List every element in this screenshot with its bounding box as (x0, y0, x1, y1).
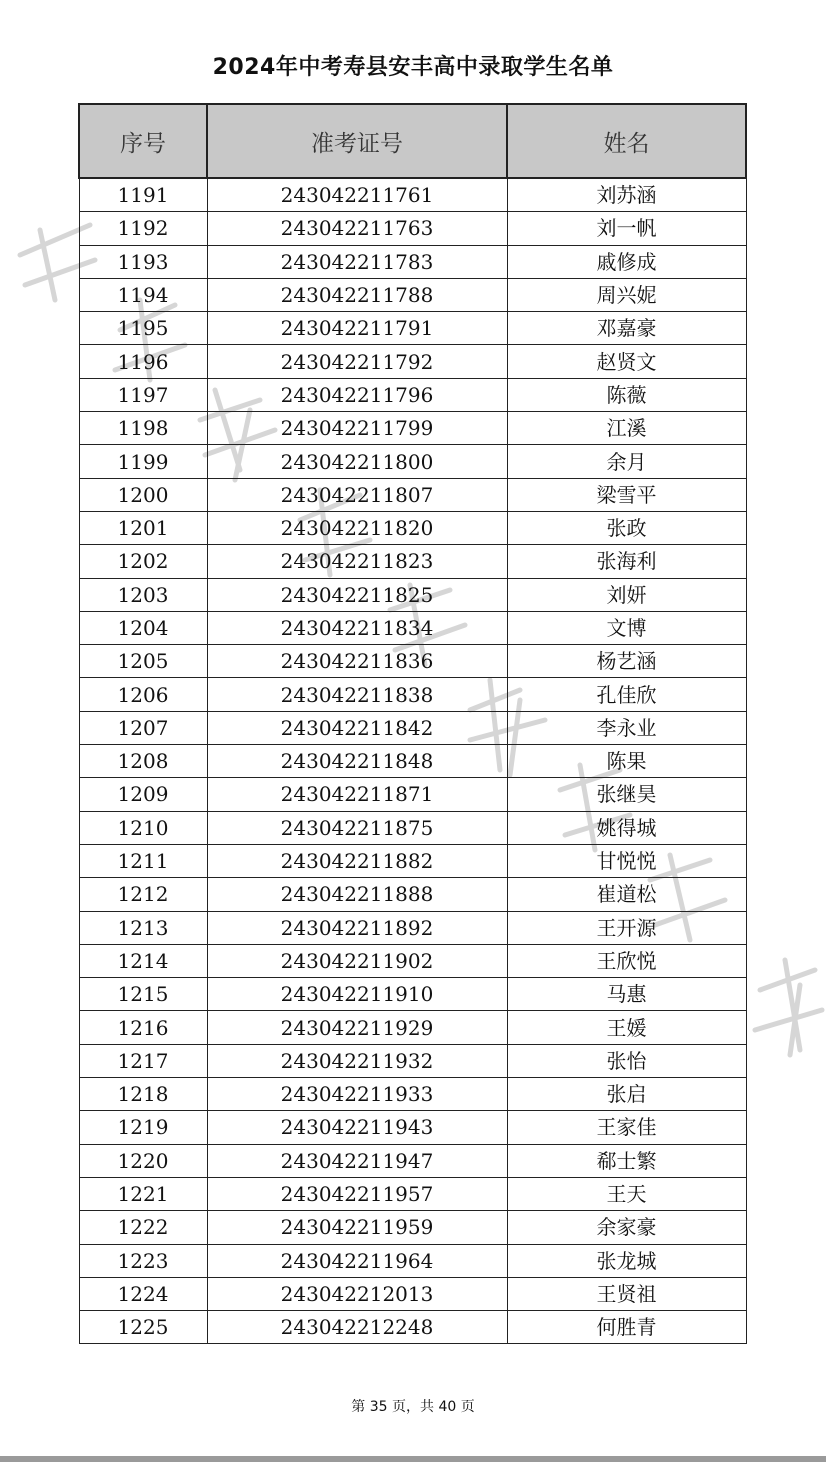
cell-exam-id: 243042211799 (207, 412, 507, 445)
table-row (79, 878, 746, 911)
cell-exam-id: 243042211888 (207, 878, 507, 911)
table-row (79, 944, 746, 977)
cell-serial: 1219 (79, 1111, 207, 1144)
cell-name: 何胜青 (507, 1311, 746, 1344)
table-row (79, 611, 746, 644)
cell-exam-id: 243042211825 (207, 578, 507, 611)
cell-name: 甘悦悦 (507, 844, 746, 877)
cell-name: 姚得城 (507, 811, 746, 844)
cell-serial: 1201 (79, 511, 207, 544)
cell-exam-id: 243042211800 (207, 445, 507, 478)
page-footer: 第 35 页，共 40 页 (351, 1399, 475, 1415)
cell-serial: 1214 (79, 944, 207, 977)
cell-exam-id: 243042211842 (207, 711, 507, 744)
cell-name: 余月 (507, 445, 746, 478)
cell-serial: 1222 (79, 1211, 207, 1244)
cell-serial: 1209 (79, 778, 207, 811)
table-row (79, 212, 746, 245)
table-row (79, 511, 746, 544)
cell-name: 王贤祖 (507, 1277, 746, 1310)
cell-serial: 1197 (79, 378, 207, 411)
table-row (79, 278, 746, 311)
cell-exam-id: 243042211932 (207, 1044, 507, 1077)
cell-exam-id: 243042211836 (207, 645, 507, 678)
cell-serial: 1194 (79, 278, 207, 311)
cell-name: 王欣悦 (507, 944, 746, 977)
cell-name: 刘苏涵 (507, 178, 746, 212)
cell-exam-id: 243042212013 (207, 1277, 507, 1310)
cell-exam-id: 243042211964 (207, 1244, 507, 1277)
cell-name: 张政 (507, 511, 746, 544)
table-row (79, 711, 746, 744)
table-row (79, 1078, 746, 1111)
cell-name: 王开源 (507, 911, 746, 944)
header-exam-id: 准考证号 (207, 104, 507, 178)
cell-serial: 1204 (79, 611, 207, 644)
table-row (79, 445, 746, 478)
cell-serial: 1191 (79, 178, 207, 212)
cell-exam-id: 243042211947 (207, 1144, 507, 1177)
page-title: 2024年中考寿县安丰高中录取学生名单 (212, 55, 614, 80)
cell-serial: 1210 (79, 811, 207, 844)
cell-name: 梁雪平 (507, 478, 746, 511)
cell-exam-id: 243042211882 (207, 844, 507, 877)
cell-name: 张怡 (507, 1044, 746, 1077)
cell-exam-id: 243042211848 (207, 745, 507, 778)
cell-serial: 1206 (79, 678, 207, 711)
table-row (79, 412, 746, 445)
table-row (79, 1111, 746, 1144)
cell-name: 王天 (507, 1177, 746, 1210)
table-row (79, 578, 746, 611)
cell-name: 张启 (507, 1078, 746, 1111)
cell-exam-id: 243042211957 (207, 1177, 507, 1210)
cell-name: 文博 (507, 611, 746, 644)
table-row (79, 245, 746, 278)
table-row (79, 312, 746, 345)
cell-serial: 1213 (79, 911, 207, 944)
cell-exam-id: 243042211929 (207, 1011, 507, 1044)
table-row (79, 1044, 746, 1077)
cell-exam-id: 243042211871 (207, 778, 507, 811)
table-row (79, 1144, 746, 1177)
cell-name: 余家豪 (507, 1211, 746, 1244)
cell-name: 郗士繁 (507, 1144, 746, 1177)
cell-exam-id: 243042211959 (207, 1211, 507, 1244)
table-row (79, 678, 746, 711)
cell-name: 戚修成 (507, 245, 746, 278)
cell-serial: 1199 (79, 445, 207, 478)
cell-serial: 1205 (79, 645, 207, 678)
cell-name: 王家佳 (507, 1111, 746, 1144)
cell-exam-id: 243042211910 (207, 978, 507, 1011)
table-row (79, 478, 746, 511)
cell-name: 陈果 (507, 745, 746, 778)
cell-serial: 1202 (79, 545, 207, 578)
cell-serial: 1198 (79, 412, 207, 445)
cell-serial: 1224 (79, 1277, 207, 1310)
cell-exam-id: 243042211838 (207, 678, 507, 711)
cell-name: 张继昊 (507, 778, 746, 811)
header-serial: 序号 (79, 104, 207, 178)
table-row (79, 911, 746, 944)
table-row (79, 345, 746, 378)
table-row (79, 645, 746, 678)
cell-exam-id: 243042211763 (207, 212, 507, 245)
table-row (79, 978, 746, 1011)
table-row (79, 378, 746, 411)
table-row (79, 1211, 746, 1244)
cell-exam-id: 243042211788 (207, 278, 507, 311)
cell-name: 江溪 (507, 412, 746, 445)
cell-serial: 1217 (79, 1044, 207, 1077)
cell-name: 赵贤文 (507, 345, 746, 378)
table-row (79, 1277, 746, 1310)
cell-exam-id: 243042211792 (207, 345, 507, 378)
cell-name: 陈薇 (507, 378, 746, 411)
table-row (79, 1177, 746, 1210)
table-row (79, 1011, 746, 1044)
cell-serial: 1216 (79, 1011, 207, 1044)
cell-serial: 1192 (79, 212, 207, 245)
cell-serial: 1220 (79, 1144, 207, 1177)
cell-serial: 1207 (79, 711, 207, 744)
cell-serial: 1196 (79, 345, 207, 378)
cell-exam-id: 243042211823 (207, 545, 507, 578)
cell-serial: 1193 (79, 245, 207, 278)
cell-name: 杨艺涵 (507, 645, 746, 678)
cell-exam-id: 243042211820 (207, 511, 507, 544)
cell-name: 马惠 (507, 978, 746, 1011)
table-row (79, 545, 746, 578)
cell-serial: 1223 (79, 1244, 207, 1277)
header-name: 姓名 (507, 104, 746, 178)
cell-serial: 1212 (79, 878, 207, 911)
cell-name: 王媛 (507, 1011, 746, 1044)
cell-exam-id: 243042211933 (207, 1078, 507, 1111)
table-row (79, 844, 746, 877)
table-row (79, 745, 746, 778)
table-row (79, 811, 746, 844)
cell-serial: 1195 (79, 312, 207, 345)
cell-name: 张海利 (507, 545, 746, 578)
cell-exam-id: 243042211902 (207, 944, 507, 977)
cell-exam-id: 243042211783 (207, 245, 507, 278)
cell-serial: 1221 (79, 1177, 207, 1210)
cell-serial: 1215 (79, 978, 207, 1011)
cell-name: 张龙城 (507, 1244, 746, 1277)
cell-exam-id: 243042211892 (207, 911, 507, 944)
table-row (79, 178, 746, 212)
cell-serial: 1218 (79, 1078, 207, 1111)
cell-exam-id: 243042211796 (207, 378, 507, 411)
cell-serial: 1200 (79, 478, 207, 511)
bottom-bar (0, 1456, 826, 1462)
cell-serial: 1225 (79, 1311, 207, 1344)
cell-serial: 1203 (79, 578, 207, 611)
cell-name: 李永业 (507, 711, 746, 744)
cell-exam-id: 243042211761 (207, 178, 507, 212)
cell-name: 崔道松 (507, 878, 746, 911)
cell-name: 刘妍 (507, 578, 746, 611)
cell-name: 邓嘉豪 (507, 312, 746, 345)
table-row (79, 1311, 746, 1344)
table-header-row (79, 104, 746, 178)
cell-name: 孔佳欣 (507, 678, 746, 711)
table-row (79, 1244, 746, 1277)
cell-exam-id: 243042211875 (207, 811, 507, 844)
cell-exam-id: 243042211791 (207, 312, 507, 345)
table-row (79, 778, 746, 811)
cell-name: 刘一帆 (507, 212, 746, 245)
admission-table (78, 103, 747, 1344)
cell-exam-id: 243042211834 (207, 611, 507, 644)
cell-name: 周兴妮 (507, 278, 746, 311)
cell-serial: 1208 (79, 745, 207, 778)
cell-exam-id: 243042211943 (207, 1111, 507, 1144)
cell-exam-id: 243042211807 (207, 478, 507, 511)
cell-exam-id: 243042212248 (207, 1311, 507, 1344)
cell-serial: 1211 (79, 844, 207, 877)
